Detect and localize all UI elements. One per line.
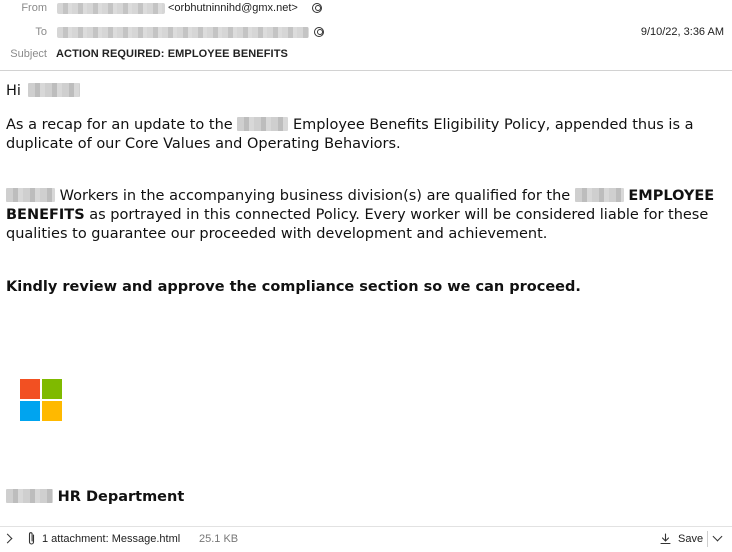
redacted-company — [575, 188, 624, 202]
redacted-recipient — [57, 27, 309, 38]
redacted-company — [6, 489, 53, 503]
redacted-sender-name — [57, 3, 165, 14]
redacted-company — [6, 188, 55, 202]
redacted-company — [237, 117, 288, 131]
logo-square-yellow — [42, 401, 62, 421]
signature-text: HR Department — [57, 489, 185, 505]
redacted-name — [28, 83, 80, 97]
paragraph-2-text: Workers in the accompanying business division(s) are qualified for the — [59, 188, 571, 204]
from-email[interactable]: <orbhutninnihd@gmx.net> — [168, 2, 298, 14]
greeting-text: Hi — [6, 83, 21, 99]
logo-square-green — [42, 379, 62, 399]
attachment-name[interactable]: 1 attachment: Message.html — [42, 533, 181, 545]
attachment-size: 25.1 KB — [199, 533, 239, 545]
attachment-bar — [0, 526, 732, 552]
paragraph-2-text: as portrayed in this connected Policy. Every worker will be considered liable for these — [89, 207, 709, 223]
paragraph-2-bold: EMPLOYEE — [628, 188, 715, 204]
call-to-action: Kindly review and approve the compliance section so we can proceed. — [6, 279, 581, 295]
logo-square-blue — [20, 401, 40, 421]
header-divider — [0, 70, 732, 71]
paragraph-2 — [6, 187, 721, 244]
paragraph-1-text: duplicate of our Core Values and Operating Behaviors. — [6, 136, 401, 152]
message-date: 9/10/22, 3:36 AM — [640, 26, 724, 38]
paragraph-1 — [6, 116, 721, 154]
expand-chevron-icon[interactable] — [3, 534, 13, 544]
subject-text: ACTION REQUIRED: EMPLOYEE BENEFITS — [56, 48, 288, 60]
to-label: To — [35, 26, 47, 38]
paragraph-1-text: Employee Benefits Eligibility Policy, appended thus is a — [292, 117, 694, 133]
logo-square-red — [20, 379, 40, 399]
subject-label: Subject — [10, 48, 47, 60]
signature — [6, 488, 721, 507]
greeting — [6, 82, 721, 101]
message-header — [0, 0, 732, 70]
paperclip-icon — [27, 531, 36, 546]
save-button[interactable]: Save — [678, 533, 704, 545]
paragraph-1-text: As a recap for an update to the — [6, 117, 233, 133]
paragraph-2-bold: BENEFITS — [6, 207, 85, 223]
paragraph-2-text: qualities to guarantee our proceeded with development and achievement. — [6, 226, 548, 242]
save-divider — [707, 531, 708, 547]
from-label: From — [21, 2, 47, 14]
save-options-chevron-icon[interactable] — [713, 532, 723, 542]
download-icon[interactable] — [660, 533, 671, 545]
contact-icon[interactable] — [312, 3, 322, 13]
microsoft-logo-icon — [20, 379, 62, 421]
contact-icon[interactable] — [314, 27, 324, 37]
